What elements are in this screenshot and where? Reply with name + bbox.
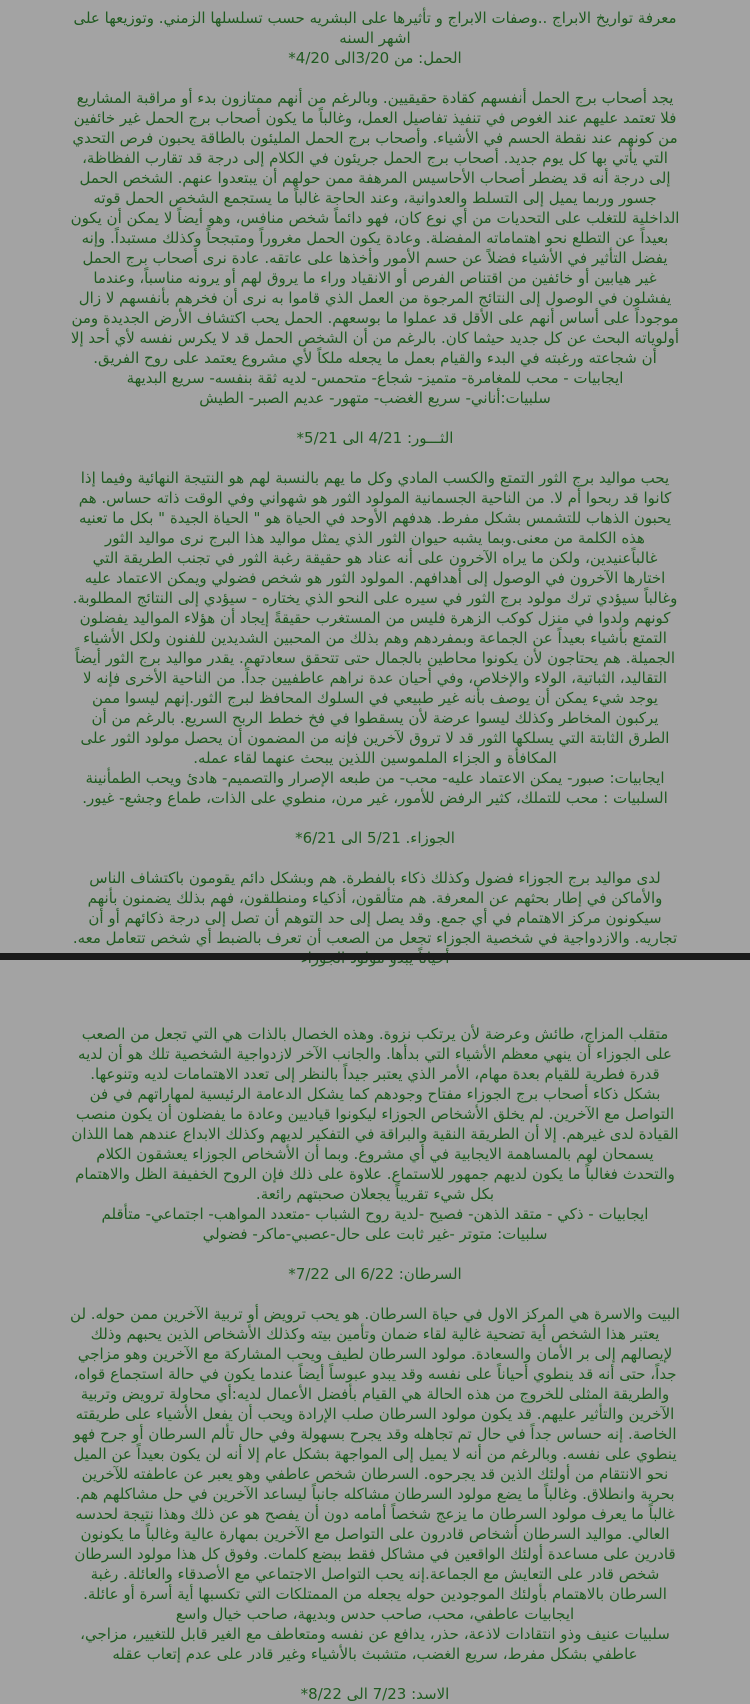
- gemini-body-continued: متقلب المزاج، طائش وعرضة لأن يرتكب نزوة. وهذه الخصال بالذات هي التي تجعل من الصعب على الجوزاء أن ينهي معظم الأشياء التي بدأها. والجانب الآخر لازدواجية الشخصية تلك هو أن لديه قدرة فطرية للقيام بعدة مهام، الأمر الذي يعتبر جيداً بالنظر إلى تعدد الاهتمامات لديه وتنوعها. بشكل ذكاء أصحاب برج الجوزاء مفتاح وجودهم كما يشكل الدعامة الرئيسية لمهاراتهم في فن التواصل مع الآخرين. لم يخلق الأشخاص الجوزاء ليكونوا قياديين وعادة ما يفضلون أن يكون منصب القيادة لدى غيرهم. إلا أن الطريقة النقية والبراقة في التفكير لديهم وكذلك الابداع عندهم هما اللذان يسمحان لهم بالمساهمة الايجابية في أي مشروع. وبما أن الأشخاص الجوزاء يعشقون الكلام والتحدث فغالباً ما يكون لديهم جمهور للاستماع. علاوة على ذلك فإن الروح الخفيفة الظل والاهتمام بكل شيء تقريباً يجعلان صحبتهم رائعة.: [71, 1025, 679, 1203]
- cancer-body: البيت والاسرة هي المركز الاول في حياة السرطان. هو يحب ترويض أو تربية الآخرين ممن حوله. لن يعتبر هذا الشخص أية تضحية غالية لقاء ضمان وتأمين بيته وكذلك الأشخاص الذين يحبهم وذلك لإيصالهم إلى بر الأمان والسعادة. مولود السرطان لطيف ويحب المشاركة مع الآخرين وهو مزاجي جداً، حتى أنه قد ينطوي أحياناً على نفسه وقد يبدو عبوساً أيضاً عندما يكون في حالة استجماع قواه، والطريقة المثلى للخروج من هذه الحالة هي القيام بأفضل الأعمال لديه:أي محاولة ترويض وتربية الآخرين والتأثير عليهم. قد يكون مولود السرطان صلب الإرادة ويحب أن يفعل الأشياء على طريقته الخاصة. إنه حساس جداً في حال تم تجاهله وقد يجرح بسهولة وفي حال تألم السرطان أو جرح فهو ينطوي على نفسه. وبالرغم من أنه لا يميل إلى المواجهة بشكل عام إلا أنه لن يكون بعيداً عن الميل نحو الانتقام من أولئك الذين قد يجرحوه. السرطان شخص عاطفي وهو يعبر عن عاطفته للآخرين بحرية وانطلاق. وغالباً ما يضع مولود السرطان مشاكله جانباً ليساعد الآخرين في حل مشاكلهم هم. غالباً ما يعرف مولود السرطان ما يزعج شخصاً أمامه دون أن يفصح هو عن ذلك وهذا نتيجة لحدسه العالي. مواليد السرطان أشخاص قادرون على التواصل مع الآخرين بمهارة عالية وغالباً ما يكونون قادرين على مساعدة أولئك الواقعين في مشاكل فقط ببضع كلمات. وفوق كل هذا مولود السرطان شخص قادر على التعايش مع الجماعة.إنه يحب التواصل الاجتماعي مع الأصدقاء والعائلة. رغبة السرطان بالاهتمام بأولئك الموجودين حوله يجعله من الممتلكات التي تكسبها أية أسرة أو عائلة.: [70, 1305, 680, 1603]
- aries-negatives: سلبيات:أناني- سريع الغضب- متهور- عديم الصبر- الطيش: [199, 389, 551, 407]
- taurus-body: يحب مواليد برج الثور التمتع والكسب المادي وكل ما يهم بالنسبة لهم هو النتيجة النهائية وفيما إذا كانوا قد ربحوا أم لا. من الناحية الجسمانية المولود الثور هو شهواني وفي الوقت ذاته حساس. هم يحبون الذهاب للتشمس بشكل مفرط. هدفهم الأوحد في الحياة هو " الحياة الجيدة " بكل ما تعنيه هذه الكلمة من معنى.وبما يشبه حيوان الثور الذي يمثل مواليد هذا البرج نرى مواليد الثور غالباًعنيدين، ولكن ما يراه الآخرون على أنه عناد هو حقيقة رغبة الثور في تجنب الطريقة التي اختارها الآخرون في الوصول إلى أهدافهم. المولود الثور هو شخص فضولي ويمكن الاعتماد عليه وغالباً سيؤدي ترك مولود برج الثور في سيره على النحو الذي يختاره - سيؤدي إلى النتائج المطلوبة. كونهم ولدوا في منزل كوكب الزهرة فليس من المستغرب حقيقةً إيجاد أن هؤلاء المواليد يفضلون التمتع بأشياء بعيداً عن الجماعة وبمفردهم وهم بذلك من المحبين الشديدين للفنون ولكل الأشياء الجميلة. هم يحتاجون لأن يكونوا محاطين بالجمال حتى تتحقق سعادتهم. يقدر مواليد برج الثور أيضاً التقاليد، الثباتية، الولاء والإخلاص، وفي أحيان عدة نراهم عاطفيين جداً. من الناحية الأخرى فإنه لا يوجد شيء يمكن أن يوصف بأنه غير طبيعي في السلوك المحافظ لبرج الثور.إنهم ليسوا ممن يركبون المخاطر وكذلك ليسوا عرضة لأن يسقطوا في فخ خطط الربح السريع. بالرغم من أن الطرق الثابتة التي يسلكها الثور قد لا تروق لآخرين فإنه من المضمون أن يحصل مولود الثور على المكافأة و الجزاء الملموسين اللذين يبحث عنهما لقاء عمله.: [72, 469, 678, 767]
- page-two: [0, 1024, 750, 1703]
- cancer-negatives: سلبيات عنيف وذو انتقادات لاذعة، حذر، يدافع عن نفسه ومتعاطف مع الغير قابل للتغيير، مزاجي، عاطفي بشكل مفرط، سريع الغضب، متشبث بالأشياء وغير قادر على عدم إتعاب عقله: [80, 1625, 670, 1663]
- cancer-heading: السرطان: 6/22 الى 7/22*: [288, 1265, 462, 1283]
- intro-text: معرفة تواريخ الابراج ..وصفات الابراج و تأثيرها على البشريه حسب تسلسلها الزمني. وتوزيعها على اشهر السنه: [73, 9, 677, 47]
- taurus-heading: الثـــور: 4/21 الى 5/21*: [296, 429, 454, 447]
- gemini-heading: الجوزاء. 5/21 الى 6/21*: [295, 829, 455, 847]
- aries-positives: ايجابيات - محب للمغامرة- متميز- شجاع- متحمس- لديه ثقة بنفسه- سريع البديهة: [126, 369, 624, 387]
- gemini-negatives: سلبيات: متوتر -غير ثابت على حال-عصبي-ماكر- فضولي: [202, 1225, 548, 1243]
- page-divider: [0, 953, 750, 960]
- leo-heading: الاسد: 7/23 الى 8/22*: [300, 1685, 450, 1703]
- taurus-positives: ايجابيات: صبور- يمكن الاعتماد عليه- محب- من طبعه الإصرار والتصميم- هادئ ويحب الطمأنينة: [85, 769, 665, 787]
- page-one: [0, 8, 750, 953]
- gemini-positives: ايجابيات - ذكي - متقد الذهن- فصيح -لدية روح الشباب -متعدد المواهب- اجتماعي- متأقلم: [101, 1205, 649, 1223]
- cancer-positives: ايجابيات عاطفي، محب، صاحب حدس وبديهة، صاحب خيال واسع: [175, 1605, 575, 1623]
- gemini-body: لدى مواليد برج الجوزاء فضول وكذلك ذكاء بالفطرة. هم وبشكل دائم يقومون باكتشاف الناس والأماكن في إطار بحثهم عن المعرفة. هم متألقون، أذكياء ومنطلقون، فهم بذلك يضمنون بأنهم سيكونون مركز الاهتمام في أي جمع. وقد يصل إلى حد التوهم أن تصل إلى درجة ذكائهم أو أن تجاريه. والازدواجية في شخصية الجوزاء تجعل من الصعب أن تعرف بالضبط أي شخص تتعامل معه.: [72, 869, 678, 947]
- aries-heading: الحمل: من 3/20الى 4/20*: [288, 49, 462, 67]
- aries-body: يجد أصحاب برج الحمل أنفسهم كقادة حقيقيين. وبالرغم من أنهم ممتازون بدء أو مراقبة المشاريع فلا تعتمد عليهم عند الغوص في تنفيذ تفاصيل العمل، وغالباً ما يكون أصحاب برج الحمل غير خائفين من كونهم عند نقطة الحسم في الأشياء. وأصحاب برج الحمل المليئون بالطاقة يحبون فرص التحدي التي يأتي بها كل يوم جديد. أصحاب برج الحمل جريئون في الكلام إلى درجة قد تقارب الفظاظة، إلى درجة أنه قد يضطر أصحاب الأحاسيس المرهفة ممن حولهم أن يبتعدوا عنهم. الشخص الحمل جسور وربما يميل إلى التسلط والعدوانية، وعند الحاجة غالباً ما يستجمع الشخص الحمل قوته الداخلية للتغلب على التحديات من أي نوع كان، فهو دائماً شخص منافس، وهو أيضاً لا يمكن أن يكون بعيداً عن التطلع نحو اهتماماته المفضلة. وعادة يكون الحمل مغروراً ومتبجحاً وكذلك مستبداً. وإنه يفضل التأثير في الأشياء فضلاً عن حسم الأمور وأخذها على عاتقه. عادة نرى أصحاب برج الحمل غير هيابين أو خائفين من اقتناص الفرص أو الانقياد وراء ما يروق لهم أو يرونه مناسباً، وعندما يفشلون في الوصول إلى النتائج المرجوة من العمل الذي قاموا به نرى أن فخرهم بأنفسهم لا زال موجوداً على أساس أنهم على الأقل قد عملوا ما بوسعهم. الحمل يحب اكتشاف الأرض الجديدة ومن أولوياته البحث عن كل جديد حيثما كان. بالرغم من أن الشخص الحمل قد لا يكرس نفسه لأي أحد إلا أن شجاعته ورغبته في البدء والقيام بعمل ما يجعله ملكاً لأي مشروع يعتمد على روح الفريق.: [70, 89, 680, 367]
- taurus-negatives: السلبيات : محب للتملك، كثير الرفض للأمور، غير مرن، منطوي على الذات، طماع وجشع- غيور.: [82, 789, 668, 807]
